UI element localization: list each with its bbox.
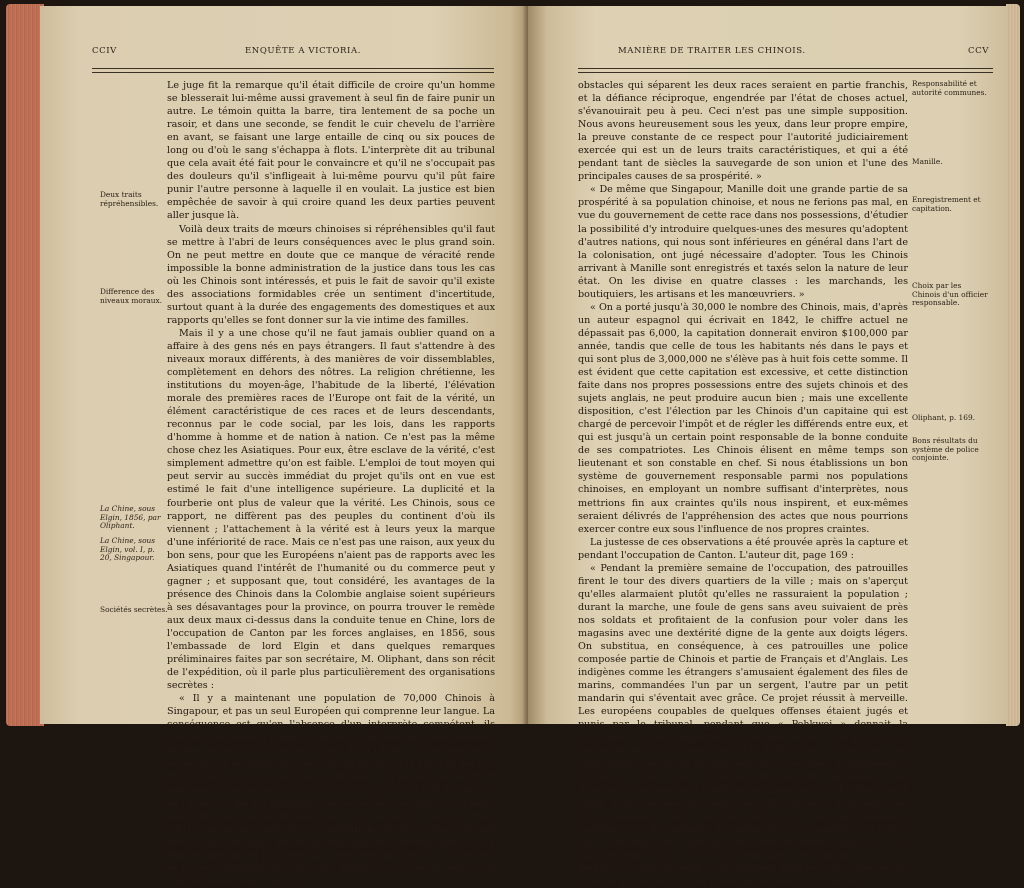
margin-note: La Chine, sous Elgin, vol. I, p. 20, Singapour. (100, 536, 156, 563)
margin-note: Choix par les Chinois d'un officier responsable. (912, 281, 988, 308)
right-body-text (578, 79, 908, 887)
left-paragraph-4: « Il y a maintenant une population de 70,000 Chinois à Singapour, et pas un seul Européen qui comprenne leur langue. La conséquence est qu'en l'absence d'un interprète compétent, ils ignorent en général quelles sont les intentions du gouvernement, et que, se considérant encore sujets de la Chine, ils sont exposés à se mettre en antagonisme avec lui chaque fois que l'on fait des lois qui touchent à leurs coutumes nationales. On ne fait aucun effort pour réagir contre un certain esprit d'exclusion qui naît de cet état de choses, et qui est entretenu par les sociétés secrètes, lesquelles exercent une grande influence sur tous les esprits, mais surtout sur la partie ignorante de la population. Si des Chinois étaient revêtus de certaines fonctions relevant du gouvernement, si on leur permettait de partager dans une certaine mesure les devoirs et la responsabilité des citoyens anglais, chose qu'ils ont assez d'intelligence pour faire, les (167, 693, 495, 887)
margin-note: Responsabilité et autorité communes. (912, 79, 987, 97)
right-paragraph-5: « Pendant la première semaine de l'occupation, des patrouilles firent le tour des divers quartiers de la ville ; mais on s'aperçut qu'elles alarmaient plutôt qu'elles ne rassuraient la population ; durant la marche, une foule de gens sans aveu suivaient de près nos soldats et profitaient de la confusion pour voler dans les magasins avec une dextérité digne de la gente aux doigts légers. On substitua, en conséquence, à ces patrouilles une police composée partie de Chinois et partie de Français et d'Anglais. Les indigènes comme les étrangers s'amusaient également des files de marins, commandées l'un par un sergent, l'autre par un petit mandarin qui s'éventait avec grâce. Ce projet réussit à merveille. Les européens coupables de quelques offenses étaient jugés et punis par le tribunal, pendant que « Pehkwei » donnait la bastonnade à ses compatriotes avec une rigueur qui prouvait la cordialité de sa co-opération. M. Parkes, en poursuivant ses explorations, découvrit des proclamations destinées à enflammer la population contre les étrangers et que des personnes mal disposées commençaient à afficher en abondance, et Pehkwei reçut ordre d'envoyer des avis aux chefs des districts pour leur dire qu'ils seraient tenus responsables pour ces proclamations insultantes et incendiaires. Ce genre de responsabilité est tout à fait conforme au système du gouvernement chinois. Il a parfaitement réussi dans le gouvernement de Canton ; il a eu le double résultat de tenir constamment Pehkwei en échec et de prouver aux habitants que notre suprématie était absolue. » (578, 562, 908, 887)
left-paragraph-1: Le juge fit la remarque qu'il était difficile de croire qu'un homme se blesserait lui-même aussi gravement à seul fin de faire punir un autre. Le témoin quitta la barre, tira lentement de sa poche un rasoir, et dans une seconde, se fendit le cuir chevelu de l'arrière en avant, se faisant une large entaille de cinq ou six pouces de long ou d'où le sang s'échappa à flots. L'interprète dit au tribunal que cela avait été fait pour le convaincre et qu'il ne s'occupait pas des douleurs qu'il s'infligeait à lui-même pourvu qu'il pût faire punir l'autre personne à laquelle il en voulait. La justice est bien empêchée de savoir à qui croire quand les deux parties peuvent aller jusque là. (167, 80, 495, 222)
right-paragraph-4: La justesse de ces observations a été prouvée après la capture et pendant l'occupation de Canton. L'auteur dit, page 169 : (578, 536, 908, 561)
page-edges-right (1006, 4, 1020, 726)
left-folio: CCIV (92, 46, 117, 56)
page-edges-left (6, 4, 44, 726)
margin-note: Sociétés secrètes. (100, 605, 168, 614)
left-body-text (167, 79, 495, 887)
left-running-title: ENQUÊTE A VICTORIA. (245, 46, 362, 56)
left-header-rule-thin (92, 72, 494, 73)
right-folio: CCV (968, 46, 989, 56)
margin-note: Oliphant, p. 169. (912, 413, 975, 422)
right-header-rule (578, 68, 993, 69)
margin-note: Deux traits répréhensibles. (100, 190, 159, 208)
right-page (528, 6, 1008, 887)
left-paragraph-3: Mais il y a une chose qu'il ne faut jamais oublier quand on a affaire à des gens nés en pays étrangers. Il faut s'attendre à des niveaux moraux différents, à des manières de voir dissemblables, complètement en dehors des nôtres. La religion chrétienne, les institutions du moyen-âge, l'habitude de la liberté, l'élévation morale des premières races de l'Europe ont fait de la vérité, un élément caractéristique de ces races et de leurs descendants, reconnus par le code social, par les lois, dans les rapports d'homme à homme et de nation à nation. Ce n'est pas la même chose chez les Asiatiques. Pour eux, être esclave de la vérité, c'est simplement admettre qu'on est faible. L'emploi de tout moyen qui peut servir au succès immédiat du projet qu'ils ont en vue est estimé le fait d'une intelligence supérieure. La duplicité et la fourberie ont plus de valeur que la vérité. Les Chinois, sous ce rapport, ne diffèrent pas des peuples du continent d'où ils viennent ; l'attachement à la vérité est à leurs yeux la marque d'une infériorité de race. Mais ce n'est pas une raison, aux yeux du bon sens, pour que les Européens n'aient pas de rapports avec les Asiatiques quand l'intérêt de l'humanité ou du commerce peut y gagner ; et supposant que, tout considéré, les avantages de la présence des Chinois dans la Colombie anglaise soient supérieurs à ses désavantages pour la province, on pourra trouver le remède aux deux maux ci-dessus dans la conduite tenue en Chine, lors de l'occupation de Canton par les forces anglaises, en 1856, sous l'embassade de lord Elgin et dans quelques remarques préliminaires faites par son secrétaire, M. Oliphant, dans son récit de l'expédition, où il parle plus particulièrement des organisations secrètes : (167, 327, 495, 692)
margin-note: Manille. (912, 157, 943, 166)
right-paragraph-2: « De même que Singapour, Manille doit une grande partie de sa prospérité à sa population chinoise, et nous ne ferions pas mal, en vue du gouvernement de cette race dans nos possessions, d'étudier la possibilité d'y introduire quelques-unes des mesures qu'adoptent d'autres nations, qui nous sont inférieures en général dans l'art de la colonisation, ont jugé nécessaire d'adopter. Tous les Chinois arrivant à Manille sont enregistrés et taxés selon la nature de leur état. On les divise en quatre classes : les marchands, les boutiquiers, les artisans et les manœuvriers. » (578, 184, 908, 300)
right-paragraph-1: obstacles qui séparent les deux races seraient en partie franchis, et la défiance réciproque, engendrée par l'état de choses actuel, s'évanouirait peu à peu. Ceci n'est pas une simple supposition. Nous avons heureusement sous les yeux, dans leur propre empire, la preuve constante de ce respect pour l'autorité judiciairement exercée qui est un de leurs traits caractéristiques, et qui a été pendant tant de siècles la sauvegarde de son union et l'une des principales causes de sa prospérité. » (578, 80, 908, 183)
margin-note: Difference des niveaux moraux. (100, 287, 163, 305)
right-running-title: MANIÈRE DE TRAITER LES CHINOIS. (618, 46, 806, 56)
margin-note: Enregistrement et capitation. (912, 195, 981, 213)
right-paragraph-3: « On a porté jusqu'à 30,000 le nombre des Chinois, mais, d'après un auteur espagnol qui écrivait en 1842, le chiffre actuel ne dépassait pas 6,000, la capitation donnerait environ $100,000 par année, tandis que celle de tous les habitants nés dans le pays et qui sont plus de 3,000,000 ne s'élève pas à huit fois cette somme. Il est évident que cette capitation est excessive, et cette distinction faite dans nos propres possessions entre des sujets chinois et des sujets anglais, ne peut produire aucun bien ; mais une excellente disposition, c'est l'élection par les Chinois d'un capitaine qui est chargé de percevoir l'impôt et de régler les différends entre eux, et qui est jusqu'à un certain point responsable de la bonne conduite de ses compatriotes. Les Chinois élisent en même temps son lieutenant et son constable en chef. Si nous établissions un bon système de gouvernement responsable parmi nos populations chinoises, en employant un nombre suffisant d'interprètes, nous mettrions fin aux craintes qu'ils nous inspirent, et eux-mêmes seraient délivrés de l'appréhension des actes que nous pourrions exercer contre eux sous l'influence de nos propres craintes. (578, 301, 908, 535)
left-header-rule (92, 68, 494, 69)
margin-note: Bons résultats du système de police conjointe. (912, 436, 979, 463)
margin-note: La Chine, sous Elgin, 1856, par Oliphant. (100, 504, 161, 531)
left-page (40, 6, 530, 887)
left-paragraph-2: Voilà deux traits de mœurs chinoises si répréhensibles qu'il faut se mettre à l'abri de leurs conséquences avec le plus grand soin. On ne peut mettre en doute que ce manque de véracité rende impossible la bonne administration de la justice dans tous les cas où les Chinois sont intéressés, et puis le fait de savoir qu'il existe des associations formidables crée un sentiment d'incertitude, surtout quant à la durée des engagements des domestiques et aux rapports qu'elles se font donner sur la vie intime des familles. (167, 223, 495, 326)
right-header-rule-thin (578, 72, 993, 73)
